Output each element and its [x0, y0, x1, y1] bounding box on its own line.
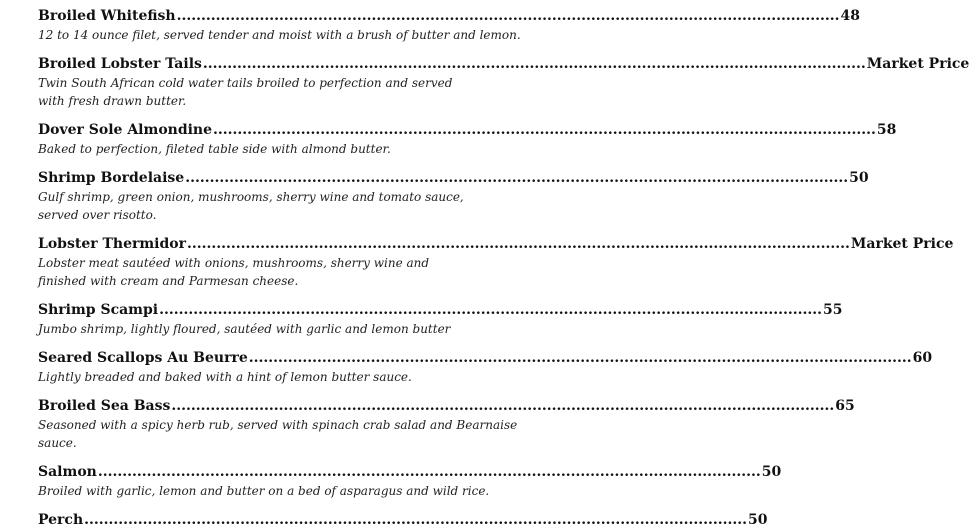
menu-item-line: [38, 54, 969, 74]
menu-item-line: [38, 300, 843, 320]
dot-leader: ........................................................................................................................................: [213, 122, 876, 138]
menu-item-price: 50: [849, 170, 869, 186]
menu-item-price: 65: [835, 398, 855, 414]
menu-item-name: Broiled Sea Bass: [38, 398, 171, 414]
menu-item-description: Seasoned with a spicy herb rub, served with spinach crab salad and Bearnaise sauce.: [38, 418, 518, 450]
menu-item-description: Baked to perfection, fileted table side with almond butter.: [38, 142, 391, 156]
menu-item-description: Gulf shrimp, green onion, mushrooms, sherry wine and tomato sauce, served over risotto.: [38, 190, 464, 222]
menu-item-description: Jumbo shrimp, lightly floured, sautéed with garlic and lemon butter: [38, 322, 451, 336]
menu-item-name: Perch: [38, 512, 84, 528]
menu-item-line: [38, 168, 869, 188]
menu-item-name: Dover Sole Almondine: [38, 122, 213, 138]
menu-item-name: Salmon: [38, 464, 97, 480]
dot-leader: ........................................................................................................................................: [248, 350, 912, 366]
menu-item-price: Market Price: [866, 56, 969, 72]
menu-item-price: 58: [876, 122, 897, 138]
menu-item: [38, 510, 768, 530]
menu-item-line: [38, 348, 933, 368]
menu-item-description: Lobster meat sautéed with onions, mushrooms, sherry wine and finished with cream and Parmesan cheese.: [38, 256, 430, 288]
menu-item-name: Shrimp Bordelaise: [38, 170, 185, 186]
menu-item-price: Market Price: [850, 236, 954, 252]
menu-item-description: Lightly breaded and baked with a hint of lemon butter sauce.: [38, 370, 412, 384]
menu-item: [38, 396, 855, 452]
dot-leader: ........................................................................................................................................: [171, 398, 835, 414]
dot-leader: ........................................................................................................................................: [84, 512, 748, 528]
dot-leader: ........................................................................................................................................: [176, 8, 840, 24]
menu-item-name: Lobster Thermidor: [38, 236, 186, 252]
dot-leader: ........................................................................................................................................: [187, 236, 850, 252]
menu-item-line: [38, 120, 897, 140]
menu-item-price: 48: [840, 8, 860, 24]
menu-item-price: 50: [761, 464, 782, 480]
menu-item: [38, 462, 782, 500]
menu-item-line: [38, 234, 954, 254]
menu-item: [38, 348, 933, 386]
dot-leader: ........................................................................................................................................: [159, 302, 822, 318]
dot-leader: ........................................................................................................................................: [202, 56, 866, 72]
menu-item-price: 55: [822, 302, 843, 318]
menu-item-price: 50: [748, 512, 768, 528]
menu-item: [38, 300, 843, 338]
menu-item-name: Seared Scallops Au Beurre: [38, 350, 248, 366]
menu-item-description: 12 to 14 ounce filet, served tender and moist with a brush of butter and lemon.: [38, 28, 521, 42]
menu-item-price: 60: [912, 350, 933, 366]
menu-item: [38, 120, 897, 158]
menu-item-name: Shrimp Scampi: [38, 302, 159, 318]
menu-item-name: Broiled Lobster Tails: [38, 56, 202, 72]
menu-item: [38, 168, 869, 224]
seafood-menu: [38, 6, 969, 530]
menu-item-name: Broiled Whitefish: [38, 8, 176, 24]
menu-item: [38, 234, 954, 290]
dot-leader: ........................................................................................................................................: [185, 170, 849, 186]
menu-item-description: Broiled with garlic, lemon and butter on a bed of asparagus and wild rice.: [38, 484, 490, 498]
dot-leader: ........................................................................................................................................: [97, 464, 761, 480]
menu-item-description: Twin South African cold water tails broiled to perfection and served with fresh drawn butter.: [38, 76, 453, 108]
menu-item-line: [38, 396, 855, 416]
menu-item-line: [38, 462, 782, 482]
menu-item: [38, 6, 860, 44]
menu-item: [38, 54, 969, 110]
menu-item-line: [38, 6, 860, 26]
menu-item-line: [38, 510, 768, 530]
